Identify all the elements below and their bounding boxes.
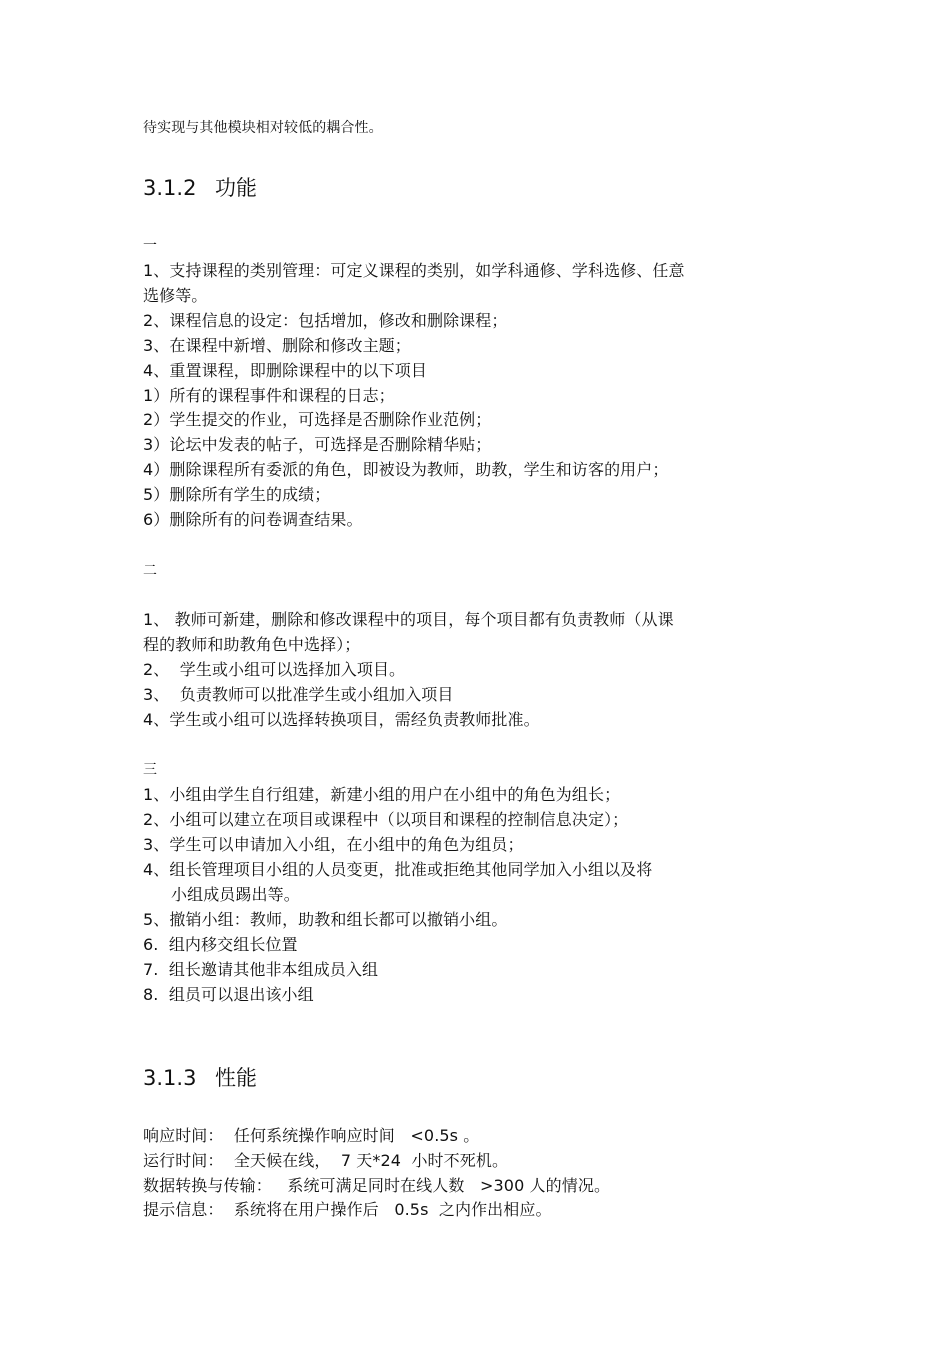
list-item: 小组成员踢出等。 xyxy=(171,885,300,904)
performance-line: 数据转换与传输： 系统可满足同时在线人数 >300 人的情况。 xyxy=(143,1176,611,1195)
section-title: 性能 xyxy=(215,1066,257,1090)
group-marker-3: 三 xyxy=(143,762,158,778)
performance-line: 响应时间： 任何系统操作响应时间 <0.5s 。 xyxy=(143,1126,480,1145)
list-item: 4、学生或小组可以选择转换项目，需经负责教师批准。 xyxy=(143,710,540,729)
list-item: 4、重置课程，即删除课程中的以下项目 xyxy=(143,361,427,380)
list-item: 1、小组由学生自行组建，新建小组的用户在小组中的角色为组长； xyxy=(143,785,621,804)
list-item: 3、在课程中新增、删除和修改主题； xyxy=(143,336,411,355)
section-title: 功能 xyxy=(215,176,257,200)
list-item: 3）论坛中发表的帖子，可选择是否删除精华贴； xyxy=(143,435,492,454)
group-marker-2: 二 xyxy=(143,563,158,579)
list-item: 2、 学生或小组可以选择加入项目。 xyxy=(143,660,406,679)
list-item: 6. 组内移交组长位置 xyxy=(143,935,298,954)
list-item: 5、撤销小组：教师，助教和组长都可以撤销小组。 xyxy=(143,910,508,929)
list-item: 程的教师和助教角色中选择）； xyxy=(143,635,361,654)
list-item: 2、课程信息的设定：包括增加，修改和删除课程； xyxy=(143,311,508,330)
list-item: 5）删除所有学生的成绩； xyxy=(143,485,331,504)
list-item: 4）删除课程所有委派的角色，即被设为教师，助教，学生和访客的用户； xyxy=(143,460,669,479)
list-item: 1、 教师可新建，删除和修改课程中的项目，每个项目都有负责教师（从课 xyxy=(143,610,674,629)
list-item: 3、 负责教师可以批准学生或小组加入项目 xyxy=(143,685,454,704)
list-item: 8. 组员可以退出该小组 xyxy=(143,985,314,1004)
list-item: 选修等。 xyxy=(143,286,208,305)
section-number: 3.1.2 xyxy=(143,176,197,200)
section-heading-functions xyxy=(143,174,257,202)
list-item: 7. 组长邀请其他非本组成员入组 xyxy=(143,960,379,979)
list-item: 6）删除所有的问卷调查结果。 xyxy=(143,510,363,529)
list-item: 1、支持课程的类别管理：可定义课程的类别，如学科通修、学科选修、任意 xyxy=(143,261,685,280)
group-marker-1: 一 xyxy=(143,238,158,254)
section-number: 3.1.3 xyxy=(143,1066,197,1090)
list-item: 2、小组可以建立在项目或课程中（以项目和课程的控制信息决定）； xyxy=(143,810,629,829)
list-item: 1）所有的课程事件和课程的日志； xyxy=(143,386,395,405)
performance-line: 提示信息： 系统将在用户操作后 0.5s 之内作出相应。 xyxy=(143,1200,552,1219)
list-item: 2）学生提交的作业，可选择是否删除作业范例； xyxy=(143,410,492,429)
list-item: 3、学生可以申请加入小组，在小组中的角色为组员； xyxy=(143,835,524,854)
intro-line: 待实现与其他模块相对较低的耦合性。 xyxy=(143,120,383,136)
list-item: 4、组长管理项目小组的人员变更，批准或拒绝其他同学加入小组以及将 xyxy=(143,860,653,879)
section-heading-performance xyxy=(143,1064,257,1092)
performance-line: 运行时间： 全天候在线， 7 天*24 小时不死机。 xyxy=(143,1151,509,1170)
